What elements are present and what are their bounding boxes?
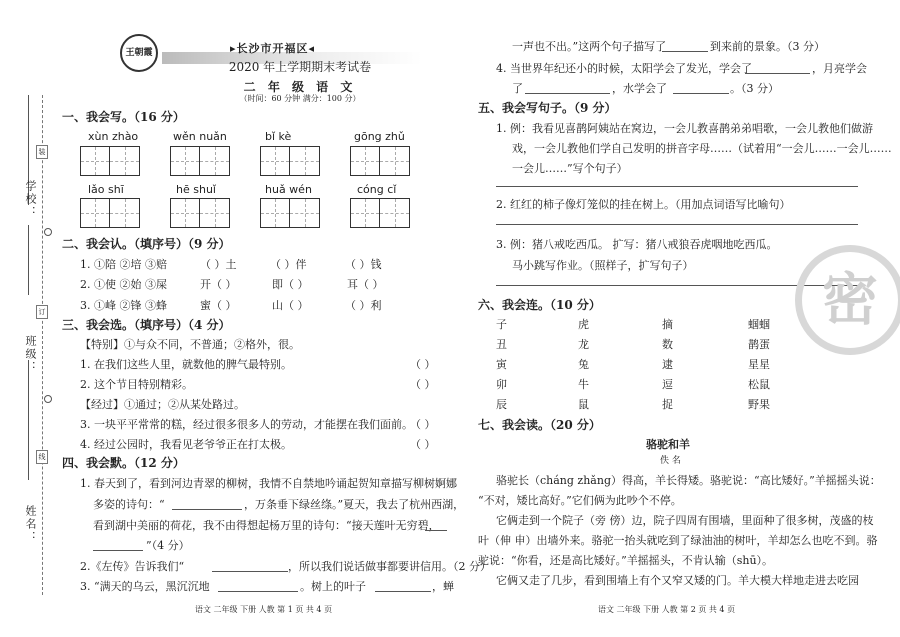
pinyin-label: wěn nuǎn: [173, 130, 227, 143]
match-item[interactable]: 逮: [662, 358, 673, 371]
question-text: 2. 红红的柿子像灯笼似的挂在树上。（用加点词语写比喻句）: [496, 198, 791, 211]
choice-options: 1. ①陪 ②培 ③赔: [80, 258, 167, 271]
seal-mark: 订: [36, 305, 48, 319]
question-text: 一会儿……”写个句子）: [512, 162, 628, 175]
match-item[interactable]: 卯: [496, 378, 507, 391]
story-paragraph: 叶（伸 申）出墙外来。骆驼一抬头就吃到了绿油油的树叶，羊却怎么也吃不到。骆: [478, 534, 878, 547]
binding-margin: [0, 0, 50, 637]
question-text: 3. “满天的乌云，黑沉沉地: [80, 580, 210, 593]
match-item[interactable]: 野果: [748, 398, 770, 411]
choice-options: 3. ①峰 ②锋 ③蜂: [80, 299, 167, 312]
question-text: ，万条垂下绿丝绦。”夏天，我去了杭州西湖，: [244, 498, 465, 511]
match-item[interactable]: 鼠: [578, 398, 589, 411]
question-text: 1. 春天到了，看到河边青翠的柳树，我情不自禁地吟诵起贺知章描写柳树婀娜: [80, 477, 457, 490]
writing-grid[interactable]: [260, 198, 320, 228]
binding-hole: [44, 395, 52, 403]
question-text: 2.《左传》告诉我们“: [80, 560, 185, 573]
question-text: 1. 例：我看见喜鹊阿姨站在窝边，一会儿教喜鹊弟弟唱歌，一会儿教他们做游: [496, 122, 873, 135]
answer-blank[interactable]: [745, 73, 810, 74]
writing-grid[interactable]: [350, 146, 410, 176]
match-item[interactable]: 逗: [662, 378, 673, 391]
answer-line[interactable]: [496, 186, 858, 187]
writing-grid[interactable]: [170, 198, 230, 228]
choice-options: 2. ①使 ②始 ③屎: [80, 278, 167, 291]
answer-paren[interactable]: （ ）: [410, 378, 436, 391]
section-1-title: 一、我会写。（16 分）: [62, 110, 185, 124]
answer-blank[interactable]: [93, 550, 143, 551]
cut-line: [42, 95, 43, 595]
fill-blank[interactable]: 开（ ）: [200, 278, 237, 291]
question-text: 马小跳写作业。（照样子，扩写句子）: [512, 259, 694, 272]
pinyin-label: xùn zhào: [88, 130, 139, 143]
binding-hole: [44, 228, 52, 236]
match-item[interactable]: 捉: [662, 398, 673, 411]
story-paragraph: 它俩又走了几步，看到围墙上有个又窄又矮的门。羊大模大样地走进去吃园: [496, 574, 859, 587]
answer-line[interactable]: [496, 224, 858, 225]
fill-blank[interactable]: （ ）利: [345, 299, 382, 312]
match-item[interactable]: 丑: [496, 338, 507, 351]
pinyin-label: gōng zhǔ: [354, 130, 405, 143]
answer-blank[interactable]: [425, 530, 447, 531]
writing-grid[interactable]: [350, 198, 410, 228]
question-text: ，水学会了: [612, 82, 667, 95]
writing-grid[interactable]: [170, 146, 230, 176]
question-text: 3. 例：猪八戒吃西瓜。 扩写：猪八戒狼吞虎咽地吃西瓜。: [496, 238, 778, 251]
question: 2. 这个节目特别精彩。: [80, 378, 193, 391]
margin-rule: [28, 360, 29, 480]
section-7-title: 七、我会读。（20 分）: [478, 418, 601, 432]
question-text: 多姿的诗句：“: [93, 498, 165, 511]
fill-blank[interactable]: （ ）钱: [345, 258, 382, 271]
publisher-logo: 王朝霞: [120, 34, 158, 72]
section-5-title: 五、我会写句子。（9 分）: [478, 101, 617, 115]
match-item[interactable]: 鹊蛋: [748, 338, 770, 351]
answer-blank[interactable]: [375, 591, 431, 592]
question: 4. 经过公园时，我看见老爷爷正在打太极。: [80, 438, 292, 451]
secret-stamp: 密: [795, 245, 900, 355]
pinyin-label: hē shuǐ: [176, 183, 216, 196]
fill-blank[interactable]: 耳（ ）: [347, 278, 384, 291]
question: 3. 一块平平常常的糕，经过很多很多人的劳动，才能摆在我们面前。: [80, 418, 413, 431]
exam-title: 2020 年上学期期末考试卷: [228, 60, 372, 74]
match-item[interactable]: 摘: [662, 318, 673, 331]
writing-grid[interactable]: [260, 146, 320, 176]
question-text: 看到湖中美丽的荷花，我不由得想起杨万里的诗句：“接天莲叶无穷碧，: [93, 519, 440, 532]
pinyin-label: huǎ wén: [265, 183, 312, 196]
fill-blank[interactable]: （ ）土: [200, 258, 237, 271]
story-paragraph: 骆驼长（cháng zhǎng）得高，羊长得矮。骆驼说：“高比矮好。”羊摇摇头说：: [496, 474, 881, 487]
fill-blank[interactable]: 即（ ）: [272, 278, 309, 291]
story-author: 佚 名: [660, 456, 681, 466]
story-title: 骆驼和羊: [646, 438, 690, 451]
answer-blank[interactable]: [525, 93, 610, 94]
match-item[interactable]: 虎: [578, 318, 589, 331]
pinyin-label: cóng cǐ: [357, 183, 397, 196]
section-3-title: 三、我会选。（填序号）（4 分）: [62, 318, 231, 332]
page-footer: 语文 二年级 下册 人教 第 1 页 共 4 页: [195, 605, 333, 614]
answer-paren[interactable]: （ ）: [410, 358, 436, 371]
pinyin-label: bǐ kè: [265, 130, 292, 143]
match-item[interactable]: 子: [496, 318, 507, 331]
section-6-title: 六、我会连。（10 分）: [478, 298, 601, 312]
question-text: 。（3 分）: [730, 82, 779, 95]
story-paragraph: 它俩走到一个院子（旁 傍）边，院子四周有围墙，里面种了很多树，茂盛的枝: [496, 514, 874, 527]
fill-blank[interactable]: （ ）伴: [270, 258, 307, 271]
match-item[interactable]: 蝈蝈: [748, 318, 770, 331]
question-text: ，蝉: [432, 580, 454, 593]
question-text: 戏，一会儿教他们学自己发明的拼音字母……（试着用“一会儿……一会儿……: [512, 142, 892, 155]
question-text: 了: [512, 82, 523, 95]
question: 1. 在我们这些人里，就数他的脾气最特别。: [80, 358, 292, 371]
match-item[interactable]: 兔: [578, 358, 589, 371]
writing-grid[interactable]: [80, 146, 140, 176]
match-item[interactable]: 松鼠: [748, 378, 770, 391]
answer-paren[interactable]: （ ）: [410, 418, 436, 431]
match-item[interactable]: 寅: [496, 358, 507, 371]
subject-title: 二 年 级 语 文: [243, 80, 357, 94]
question-text: ”（4 分）: [146, 539, 190, 552]
question-text: 一声也不出。”这两个句子描写了: [512, 40, 667, 53]
writing-grid[interactable]: [80, 198, 140, 228]
definition: 【特别】①与众不同，不普通；②格外，很。: [80, 338, 300, 351]
question-text: ，月亮学会: [812, 62, 867, 75]
name-label: 姓名：: [24, 505, 37, 544]
question-text: 。树上的叶子: [300, 580, 366, 593]
match-item[interactable]: 数: [662, 338, 673, 351]
region-label: ▸长沙市开福区◂: [230, 42, 316, 55]
seal-mark: 装: [36, 145, 48, 159]
section-4-title: 四、我会默。（12 分）: [62, 456, 185, 470]
seal-mark: 线: [36, 450, 48, 464]
page-footer: 语文 二年级 下册 人教 第 2 页 共 4 页: [598, 605, 736, 614]
class-label: 班级：: [24, 335, 37, 374]
answer-blank[interactable]: [218, 591, 298, 592]
definition: 【经过】①通过；②从某处路过。: [80, 398, 245, 411]
answer-blank[interactable]: [212, 571, 288, 572]
question-text: ，所以我们说话做事都要讲信用。（2 分）: [288, 560, 491, 573]
pinyin-label: lǎo shī: [88, 183, 124, 196]
answer-paren[interactable]: （ ）: [410, 438, 436, 451]
story-paragraph: “不对，矮比高好。”它们俩为此吵个不停。: [478, 494, 682, 507]
fill-blank[interactable]: 山（ ）: [272, 299, 309, 312]
fill-blank[interactable]: 蜜（ ）: [200, 299, 237, 312]
answer-blank[interactable]: [172, 509, 242, 510]
answer-blank[interactable]: [662, 51, 708, 52]
match-item[interactable]: 牛: [578, 378, 589, 391]
question-text: 4. 当世界年纪还小的时候，太阳学会了发光，学会了: [496, 62, 752, 75]
answer-blank[interactable]: [673, 93, 729, 94]
match-item[interactable]: 星星: [748, 358, 770, 371]
section-2-title: 二、我会认。（填序号）（9 分）: [62, 237, 231, 251]
story-paragraph: 驼说：“你看，还是高比矮好。”羊摇摇头，不肯认输（shū）。: [478, 554, 774, 567]
match-item[interactable]: 辰: [496, 398, 507, 411]
match-item[interactable]: 龙: [578, 338, 589, 351]
school-label: 学校：: [24, 180, 37, 219]
margin-rule: [28, 225, 29, 295]
exam-meta: （时间：60 分钟 满分：100 分）: [239, 94, 361, 103]
question-text: 到来前的景象。（3 分）: [710, 40, 825, 53]
